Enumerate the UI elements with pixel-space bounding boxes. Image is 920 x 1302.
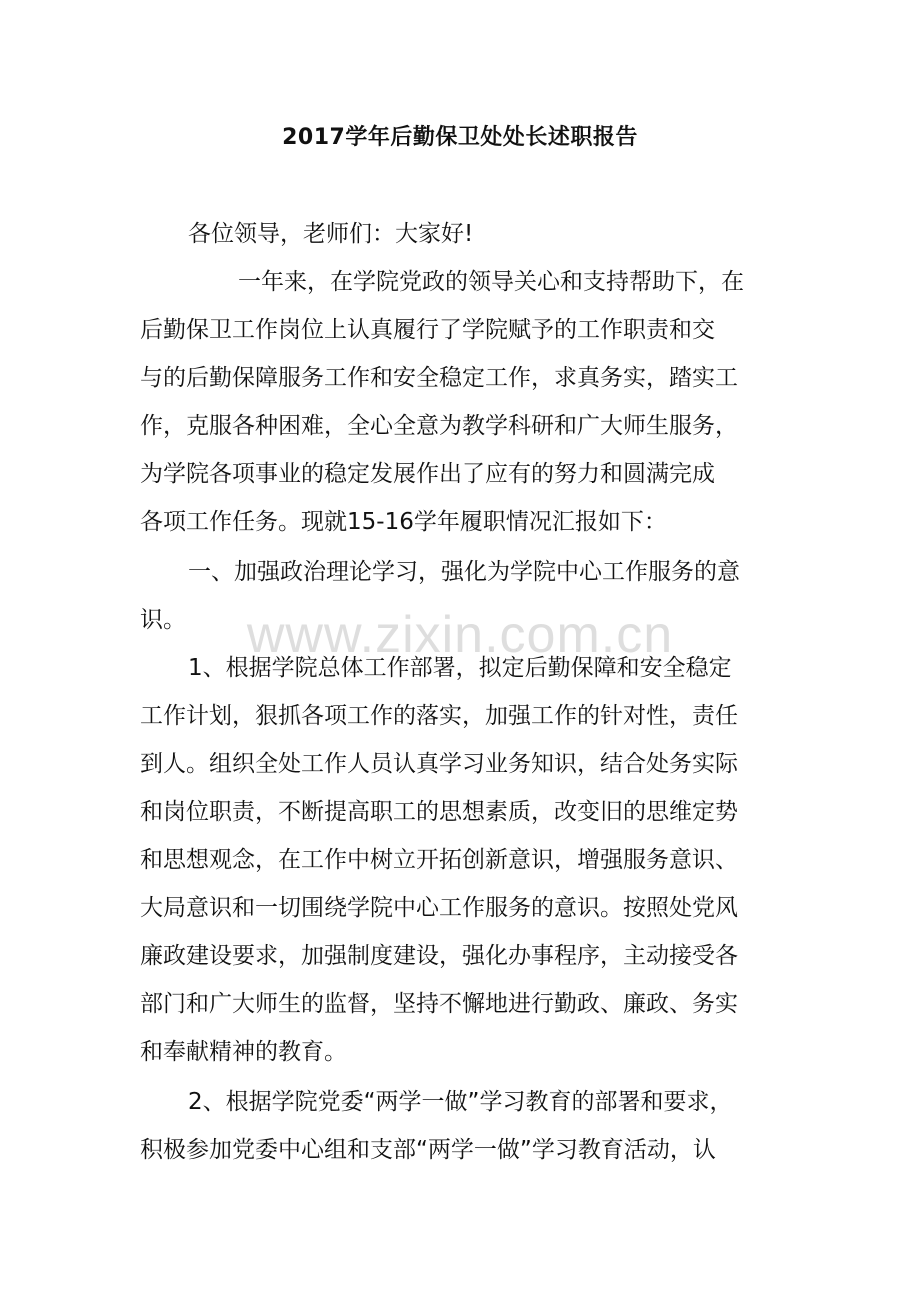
body-line: 1、根据学院总体工作部署，拟定后勤保障和安全稳定 (188, 655, 732, 681)
body-line: 各项工作任务。现就15-16学年履职情况汇报如下： (140, 509, 667, 535)
body-line: 为学院各项事业的稳定发展作出了应有的努力和圆满完成 (140, 461, 715, 487)
section-heading-line: 一、加强政治理论学习，强化为学院中心工作服务的意 (188, 559, 740, 585)
body-line: 到人。组织全处工作人员认真学习业务知识，结合处务实际 (140, 751, 738, 777)
body-line: 一年来，在学院党政的领导关心和支持帮助下，在 (238, 269, 744, 295)
body-line: 积极参加党委中心组和支部“两学一做”学习教育活动，认 (140, 1137, 716, 1163)
body-line: 工作计划，狠抓各项工作的落实，加强工作的针对性，责任 (140, 703, 738, 729)
section-heading-line: 识。 (140, 607, 186, 633)
body-line: 大局意识和一切围绕学院中心工作服务的意识。按照处党风 (140, 895, 738, 921)
body-line: 部门和广大师生的监督，坚持不懈地进行勤政、廉政、务实 (140, 991, 738, 1017)
body-line: 2、根据学院党委“两学一做”学习教育的部署和要求， (188, 1089, 733, 1115)
body-line: 作，克服各种困难，全心全意为教学科研和广大师生服务， (140, 413, 738, 439)
watermark: www.zixin.com.cn (246, 606, 674, 664)
salutation-line: 各位领导，老师们：大家好! (188, 221, 474, 247)
body-line: 廉政建设要求，加强制度建设，强化办事程序，主动接受各 (140, 943, 738, 969)
body-line: 和思想观念，在工作中树立开拓创新意识，增强服务意识、 (140, 847, 738, 873)
body-line: 后勤保卫工作岗位上认真履行了学院赋予的工作职责和交 (140, 317, 715, 343)
body-line: 与的后勤保障服务工作和安全稳定工作，求真务实，踏实工 (140, 365, 738, 391)
body-line: 和岗位职责，不断提高职工的思想素质，改变旧的思维定势 (140, 799, 738, 825)
body-line: 和奉献精神的教育。 (140, 1039, 347, 1065)
document-title: 2017学年后勤保卫处处长述职报告 (282, 125, 638, 150)
